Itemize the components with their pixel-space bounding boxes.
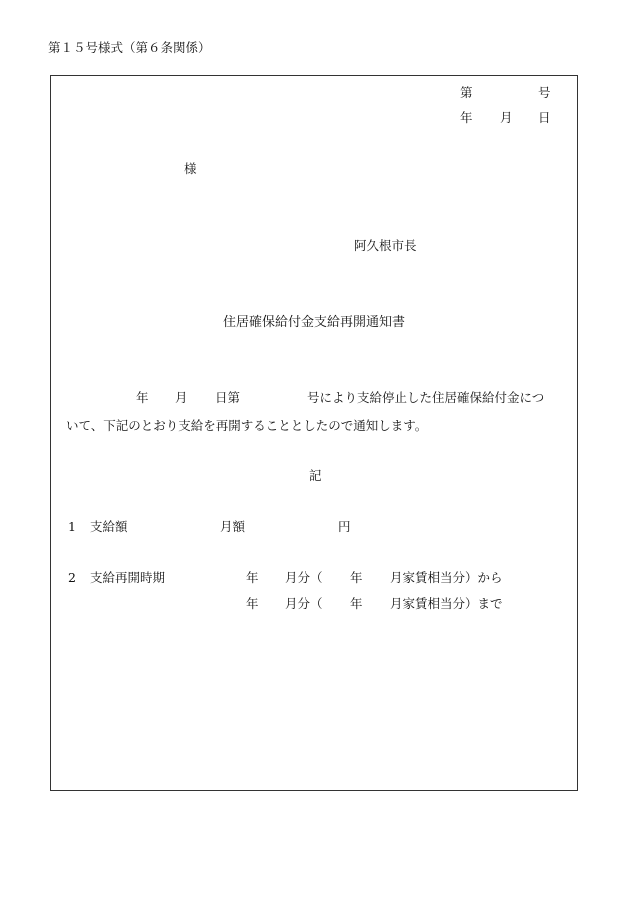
item2-from-rent-year: 年 — [350, 570, 363, 585]
item2-to-rent-year: 年 — [350, 596, 363, 611]
item2-from-rent-month: 月家賃相当分）から — [390, 570, 503, 585]
body-day-prefix: 日第 — [215, 390, 241, 405]
date-year: 年 — [460, 110, 473, 125]
item1-number: 1 — [68, 519, 76, 534]
document-title: 住居確保給付金支給再開通知書 — [223, 315, 406, 330]
body-text-after-number: 号により支給停止した住居確保給付金につ — [307, 390, 545, 405]
body-month: 月 — [175, 390, 188, 405]
date-day: 日 — [538, 110, 551, 125]
item2-number: 2 — [68, 570, 76, 585]
date-month: 月 — [500, 110, 513, 125]
item2-from-year: 年 — [246, 570, 259, 585]
item1-monthly-label: 月額 — [220, 519, 246, 534]
ki-heading: 記 — [309, 468, 322, 483]
body-year: 年 — [136, 390, 149, 405]
number-prefix: 第 — [460, 85, 473, 100]
item2-to-year: 年 — [246, 596, 259, 611]
sender-name: 阿久根市長 — [354, 238, 417, 253]
item2-to-rent-month: 月家賃相当分）まで — [390, 596, 503, 611]
form-label: 第１５号様式（第６条関係） — [48, 40, 211, 55]
recipient-honorific: 様 — [184, 161, 197, 176]
body-line-2: いて、下記のとおり支給を再開することとしたので通知します。 — [66, 418, 428, 433]
item1-label: 支給額 — [90, 519, 128, 534]
item2-to-month-portion: 月分（ — [285, 596, 323, 611]
document-frame — [50, 75, 578, 791]
item2-from-month-portion: 月分（ — [285, 570, 323, 585]
item2-label: 支給再開時期 — [90, 570, 166, 585]
number-suffix: 号 — [538, 85, 551, 100]
item1-yen: 円 — [338, 519, 351, 534]
